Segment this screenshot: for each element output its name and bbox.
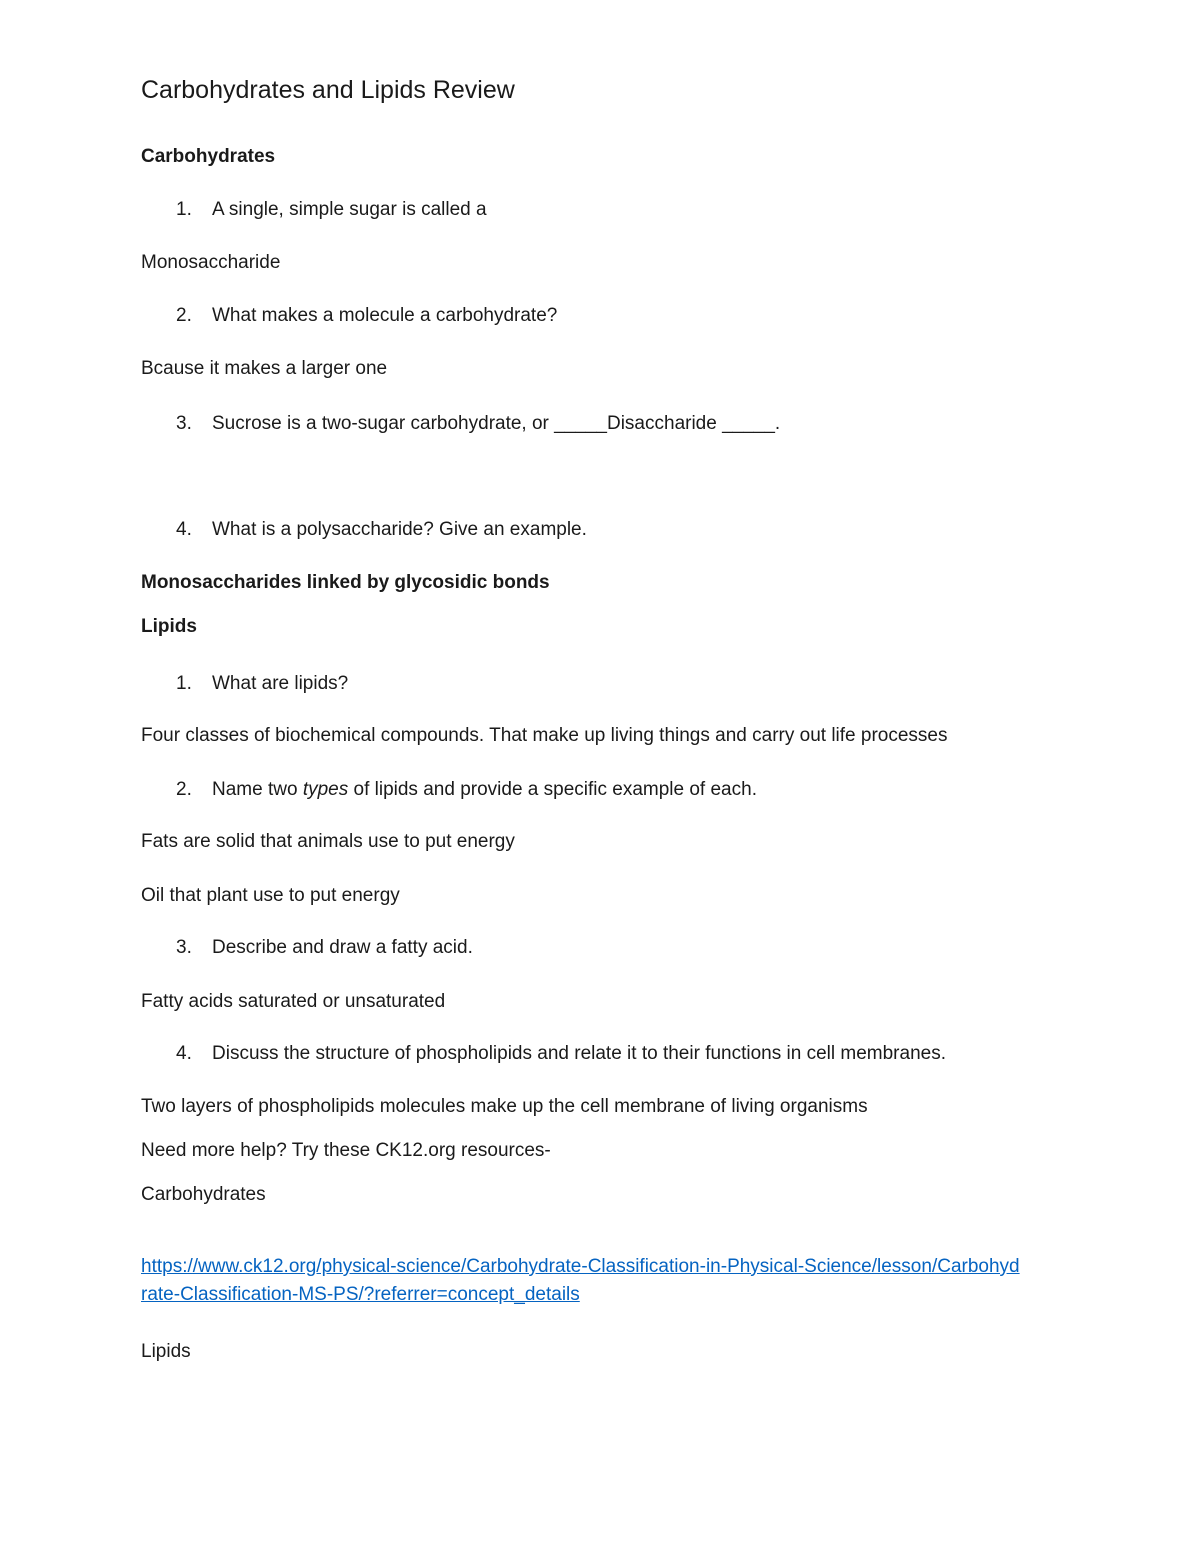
resources-intro: Need more help? Try these CK12.org resources- <box>141 1140 551 1161</box>
carb-q2-answer: Bcause it makes a larger one <box>141 358 388 379</box>
lipid-q4-number: 4. <box>176 1043 192 1064</box>
carb-q4-number: 4. <box>176 519 192 540</box>
lipid-q1-answer: Four classes of biochemical compounds. That make up living things and carry out life processes <box>141 725 948 746</box>
carb-q1-answer: Monosaccharide <box>141 252 281 273</box>
resources-lipids-label: Lipids <box>141 1341 191 1362</box>
carb-q4-answer: Monosaccharides linked by glycosidic bonds <box>141 572 550 593</box>
carb-q4-question: What is a polysaccharide? Give an example. <box>212 519 587 540</box>
carbohydrates-link-line-1[interactable]: https://www.ck12.org/physical-science/Carbohydrate-Classification-in-Physical-Science/lesson/Carbohyd <box>141 1256 1020 1277</box>
lipid-q2-text-italic: types <box>302 779 349 800</box>
carbohydrates-link-line-2[interactable]: rate-Classification-MS-PS/?referrer=concept_details <box>141 1284 580 1305</box>
lipid-q2-question <box>212 778 757 802</box>
carb-q2-question: What makes a molecule a carbohydrate? <box>212 305 558 326</box>
lipid-q2-text-after: of lipids and provide a specific example of each. <box>348 779 757 800</box>
lipid-q2-answer-2: Oil that plant use to put energy <box>141 885 400 906</box>
lipid-q1-number: 1. <box>176 673 192 694</box>
carb-q3-number: 3. <box>176 413 192 434</box>
carb-q1-number: 1. <box>176 199 192 220</box>
lipid-q3-answer: Fatty acids saturated or unsaturated <box>141 991 446 1012</box>
lipids-heading: Lipids <box>141 616 197 637</box>
lipid-q4-answer: Two layers of phospholipids molecules make up the cell membrane of living organisms <box>141 1096 868 1117</box>
carb-q1-question: A single, simple sugar is called a <box>212 199 487 220</box>
carb-q2-number: 2. <box>176 305 192 326</box>
lipid-q3-question: Describe and draw a fatty acid. <box>212 937 473 958</box>
page-title: Carbohydrates and Lipids Review <box>141 76 515 104</box>
lipid-q1-question: What are lipids? <box>212 673 349 694</box>
carb-q3-question: Sucrose is a two-sugar carbohydrate, or _____Disaccharide _____. <box>212 413 781 434</box>
lipid-q4-question: Discuss the structure of phospholipids and relate it to their functions in cell membranes. <box>212 1043 946 1064</box>
lipid-q3-number: 3. <box>176 937 192 958</box>
lipid-q2-text-before: Name two <box>212 779 303 800</box>
resources-carbohydrates-label: Carbohydrates <box>141 1184 266 1205</box>
lipid-q2-number: 2. <box>176 779 192 800</box>
lipid-q2-answer-1: Fats are solid that animals use to put energy <box>141 831 515 852</box>
carbohydrates-heading: Carbohydrates <box>141 146 276 167</box>
